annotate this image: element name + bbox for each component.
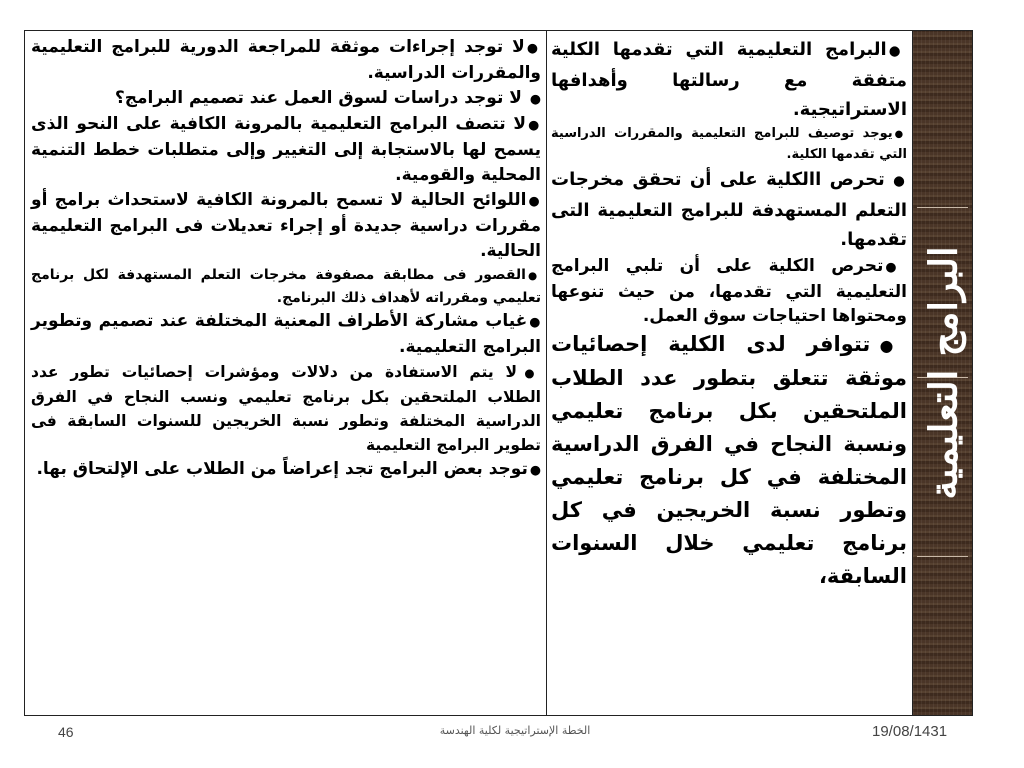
footer-title: الخطة الإستراتيجية لكلية الهندسة — [439, 724, 591, 737]
footer-date: 19/08/1431 — [872, 723, 948, 740]
strength-item: ● تحرص االكلية على أن تحقق مخرجات التعلم المستهدفة للبرامج التعليمية التى تقدمها. — [551, 165, 907, 254]
weaknesses-column — [31, 35, 541, 483]
column-divider — [546, 31, 547, 715]
weakness-item: ● القصور فى مطابقة مصفوفة مخرجات التعلم المستهدفة لكل برنامج تعليمي ومقرراته لأهداف ذلك البرنامج. — [31, 264, 541, 309]
page-number: 46 — [58, 724, 74, 740]
weakness-item: ● لا تتصف البرامج التعليمية بالمرونة الكافية على النحو الذى يسمح لها بالاستجابة إلى التغيير وإلى متطلبات خطط التنمية المحلية والقومية. — [31, 112, 541, 188]
weakness-item: ● لا توجد إجراءات موثقة للمراجعة الدورية للبرامج التعليمية والمقررات الدراسية. — [31, 35, 541, 86]
slide-table — [24, 30, 973, 716]
column-divider-line — [917, 207, 968, 208]
column-divider-line — [917, 556, 968, 557]
section-title: البرامج التعليمية — [920, 246, 965, 500]
section-label-column — [912, 31, 972, 715]
strength-item: ● البرامج التعليمية التي تقدمها الكلية متفقة مع رسالتها وأهدافها الاستراتيجية. — [551, 35, 907, 124]
strengths-column — [551, 35, 907, 593]
strength-item: ● تتوافر لدى الكلية إحصائيات موثقة تتعلق بتطور عدد الطلاب الملتحقين بكل برنامج تعليمي ونسبة النجاح في الفرق الدراسية المختلفة في كل برنامج تعليمي وتطور نسبة الخريجين في كل برنامج تعليمي خلال السنوات السابقة، — [551, 328, 907, 593]
weakness-item: ● توجد بعض البرامج تجد إعراضاً من الطلاب على الإلتحاق بها. — [31, 457, 541, 483]
weakness-item: ● لا توجد دراسات لسوق العمل عند تصميم البرامج؟ — [31, 86, 541, 112]
weakness-item: ● غياب مشاركة الأطراف المعنية المختلفة عند تصميم وتطوير البرامج التعليمية. — [31, 309, 541, 360]
weakness-item: ● لا يتم الاستفادة من دلالات ومؤشرات إحصائيات تطور عدد الطلاب الملتحقين بكل برنامج تعليمي ونسب النجاح في الفرق الدراسية المختلفة وتطور نسبة الخريجين للسنوات السابقة فى تطوير البرامج التعليمية — [31, 360, 541, 457]
strength-item: ● يوجد توصيف للبرامج التعليمية والمقررات الدراسية التي تقدمها الكلية. — [551, 124, 907, 165]
weakness-item: ● اللوائح الحالية لا تسمح بالمرونة الكافية لاستحداث برامج أو مقررات دراسية جديدة أو إجراء تعديلات فى البرامج التعليمية الحالية. — [31, 188, 541, 264]
strength-item: ● تحرص الكلية على أن تلبي البرامج التعليمية التي تقدمها، من حيث تنوعها ومحتواها احتياجات سوق العمل. — [551, 254, 907, 328]
